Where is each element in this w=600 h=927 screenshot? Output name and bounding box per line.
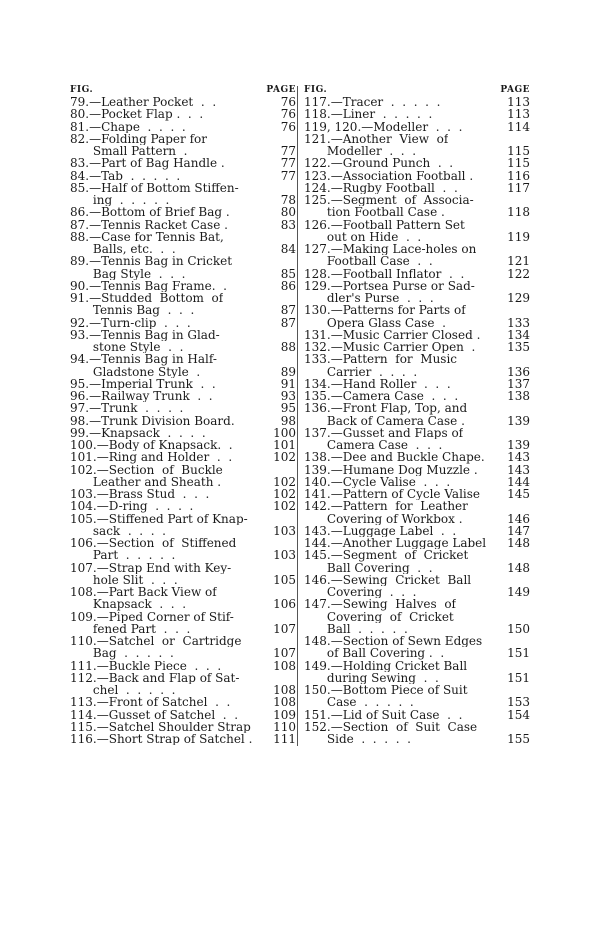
entry-text: 128.—Football Inflator . . xyxy=(304,267,465,280)
index-entry-line xyxy=(304,390,530,402)
page-number: 100 xyxy=(273,425,296,440)
index-entry-line xyxy=(70,145,296,157)
page-number: 113 xyxy=(507,95,530,109)
entry-text: fened Part . . . xyxy=(70,622,191,635)
page-number: 76 xyxy=(280,119,296,134)
entry-text: 134.—Hand Roller . . . xyxy=(304,377,451,390)
page-number: 139 xyxy=(507,438,530,452)
entry-text: 81.—Chape . . . . xyxy=(70,120,186,133)
entry-text: 105.—Stiffened Part of Knap- xyxy=(70,512,248,525)
index-entry-line xyxy=(304,611,530,623)
index-entry-line xyxy=(304,219,530,231)
index-entry-line xyxy=(70,635,296,647)
page-number: 84 xyxy=(280,242,296,256)
entry-text: 80.—Pocket Flap . . . xyxy=(70,108,204,121)
index-entry-line xyxy=(70,268,296,280)
right-entries xyxy=(304,96,530,745)
page-heading: PAGE xyxy=(266,85,296,95)
entry-text: Bag . . . . . xyxy=(70,647,174,660)
index-entry-line xyxy=(304,660,530,672)
page-number: 76 xyxy=(280,107,296,122)
page-number: 76 xyxy=(280,95,296,109)
page-number: 115 xyxy=(507,156,530,171)
index-entry-line xyxy=(304,353,530,365)
index-entry-line xyxy=(70,341,296,353)
index-entry-line xyxy=(304,513,530,525)
entry-text: 142.—Pattern for Leather xyxy=(304,500,468,513)
index-entry-line xyxy=(304,304,530,316)
page-number: 107 xyxy=(273,621,296,636)
index-entry-line xyxy=(304,623,530,635)
entry-text: 151.—Lid of Suit Case . . xyxy=(304,708,463,721)
index-entry-line xyxy=(304,549,530,561)
index-entry-line xyxy=(304,121,530,133)
index-entry-line xyxy=(304,243,530,255)
index-entry-line xyxy=(70,562,296,574)
index-entry-line xyxy=(70,672,296,684)
index-entry-line xyxy=(304,231,530,243)
entry-text: 152.—Section of Suit Case xyxy=(304,720,478,733)
entry-text: out on Hide . . xyxy=(304,230,422,243)
entry-text: 144.—Another Luggage Label xyxy=(304,537,487,550)
page-number: 150 xyxy=(507,621,530,636)
index-entry-line xyxy=(70,611,296,623)
index-entry-line xyxy=(304,145,530,157)
entry-text: Bag Style . . . xyxy=(70,267,186,280)
entry-text: 148.—Section of Sewn Edges xyxy=(304,635,483,648)
entry-text: Balls, etc. . . xyxy=(70,243,176,256)
entry-text: Part . . . . . xyxy=(70,549,176,562)
fig-heading: FIG. xyxy=(70,85,94,95)
fig-heading: FIG. xyxy=(304,85,328,95)
page-number: 86 xyxy=(280,278,296,293)
entry-text: stone Style . . xyxy=(70,341,184,354)
index-entry-line xyxy=(70,304,296,316)
index-entry-line xyxy=(304,108,530,120)
entry-text: 121.—Another View of xyxy=(304,132,449,145)
entry-text: 114.—Gusset of Satchel . . xyxy=(70,708,239,721)
entry-text: 139.—Humane Dog Muzzle . xyxy=(304,463,478,476)
page-number: 113 xyxy=(507,107,530,122)
page-number: 77 xyxy=(280,156,296,171)
index-entry-line xyxy=(304,525,530,537)
entry-text: Knapsack . . . xyxy=(70,598,187,611)
index-entry-line xyxy=(304,439,530,451)
entry-text: 102.—Section of Buckle xyxy=(70,463,223,476)
entry-text: 145.—Segment of Cricket xyxy=(304,549,469,562)
entry-text: Camera Case . . . xyxy=(304,439,443,452)
entry-text: Covering of Workbox . xyxy=(304,512,463,525)
index-entry-line xyxy=(70,451,296,463)
page-number: 118 xyxy=(507,205,530,220)
entry-text: 122.—Ground Punch . . xyxy=(304,157,454,170)
index-entry-line xyxy=(304,415,530,427)
index-entry-line xyxy=(304,696,530,708)
entry-text: 119, 120.—Modeller . . . xyxy=(304,120,463,133)
index-entry-line xyxy=(70,121,296,133)
index-entry-line xyxy=(304,562,530,574)
page-number: 109 xyxy=(273,707,296,722)
page-number: 137 xyxy=(507,376,530,391)
left-entries xyxy=(70,96,296,745)
index-entry-line xyxy=(70,108,296,120)
index-entry-line xyxy=(70,317,296,329)
index-entry-line xyxy=(304,341,530,353)
index-entry-line xyxy=(70,733,296,745)
page-number: 147 xyxy=(507,523,530,538)
index-entry-line xyxy=(304,402,530,414)
entry-text: 127.—Making Lace-holes on xyxy=(304,243,477,256)
index-entry-line xyxy=(304,280,530,292)
index-entry-line xyxy=(70,549,296,561)
entry-text: 89.—Tennis Bag in Cricket xyxy=(70,255,233,268)
page-number: 135 xyxy=(507,340,530,354)
entry-text: 98.—Trunk Division Board. xyxy=(70,414,235,427)
index-entry-line xyxy=(304,182,530,194)
index-entry-line xyxy=(70,439,296,451)
entry-text: 147.—Sewing Halves of xyxy=(304,598,456,611)
entry-text: 99.—Knapsack . . . . xyxy=(70,426,206,439)
page-number: 144 xyxy=(507,474,530,489)
entry-text: ing . . . . . xyxy=(70,194,170,207)
index-entry-line xyxy=(304,488,530,500)
page-number: 146 xyxy=(507,511,530,526)
index-entry-line xyxy=(70,721,296,733)
entry-text: 146.—Sewing Cricket Ball xyxy=(304,573,472,586)
index-entry-line xyxy=(304,586,530,598)
index-entry-line xyxy=(70,415,296,427)
page-number: 111 xyxy=(273,732,296,746)
entry-text: Covering . . . xyxy=(304,586,417,599)
entry-text: 132.—Music Carrier Open . xyxy=(304,341,476,354)
page-number: 88 xyxy=(280,340,296,354)
page-number: 148 xyxy=(507,536,530,550)
index-entry-line xyxy=(304,647,530,659)
entry-text: 84.—Tab . . . . . xyxy=(70,169,181,182)
index-entry-line xyxy=(70,329,296,341)
page-number: 151 xyxy=(507,646,530,661)
entry-text: 90.—Tennis Bag Frame. . xyxy=(70,279,227,292)
entry-text: Opera Glass Case . xyxy=(304,316,446,329)
page-heading: PAGE xyxy=(500,85,530,95)
page-number: 102 xyxy=(273,450,296,465)
page-number: 102 xyxy=(273,487,296,501)
index-entry-line xyxy=(70,243,296,255)
entry-text: Covering of Cricket xyxy=(304,610,454,623)
entry-text: 88.—Case for Tennis Bat, xyxy=(70,230,224,243)
index-entry-line xyxy=(70,194,296,206)
index-entry-line xyxy=(70,574,296,586)
index-entry-line xyxy=(304,451,530,463)
entry-text: 140.—Cycle Valise . . . xyxy=(304,475,451,488)
index-entry-line xyxy=(70,133,296,145)
index-entry-line xyxy=(70,598,296,610)
index-entry-line xyxy=(70,464,296,476)
index-entry-line xyxy=(304,133,530,145)
index-entry-line xyxy=(304,366,530,378)
right-column xyxy=(304,84,530,745)
page-number: 102 xyxy=(273,474,296,489)
index-entry-line xyxy=(70,366,296,378)
page-number: 107 xyxy=(273,646,296,661)
page-number: 103 xyxy=(273,523,296,538)
entry-text: 149.—Holding Cricket Ball xyxy=(304,659,468,672)
entry-text: 135.—Camera Case . . . xyxy=(304,390,459,403)
page-number: 110 xyxy=(273,719,296,734)
page-number: 80 xyxy=(280,205,296,220)
entry-text: 86.—Bottom of Brief Bag . xyxy=(70,206,230,219)
page-number: 106 xyxy=(273,597,296,612)
index-entry-line xyxy=(70,684,296,696)
index-entry-line xyxy=(304,317,530,329)
entry-text: 136.—Front Flap, Top, and xyxy=(304,402,468,415)
entry-text: 137.—Gusset and Flaps of xyxy=(304,426,464,439)
page-number: 119 xyxy=(507,229,530,244)
entry-text: 91.—Studded Bottom of xyxy=(70,292,224,305)
index-entry-line xyxy=(304,206,530,218)
index-entry-line xyxy=(304,268,530,280)
index-entry-line xyxy=(70,500,296,512)
entry-text: 109.—Piped Corner of Stif- xyxy=(70,610,234,623)
entry-text: 111.—Buckle Piece . . . xyxy=(70,659,222,672)
index-entry-line xyxy=(70,280,296,292)
entry-text: Modeller . . . xyxy=(304,145,417,158)
entry-text: 100.—Body of Knapsack. . xyxy=(70,439,233,452)
entry-text: 125.—Segment of Associa- xyxy=(304,194,474,207)
page-number: 102 xyxy=(273,499,296,514)
index-entry-line xyxy=(304,709,530,721)
entry-text: 97.—Trunk . . . . xyxy=(70,402,184,415)
page-number: 105 xyxy=(273,572,296,587)
page-number: 95 xyxy=(280,401,296,416)
index-entry-line xyxy=(70,170,296,182)
index-entry-line xyxy=(304,194,530,206)
entry-text: 87.—Tennis Racket Case . xyxy=(70,218,228,231)
entry-text: 94.—Tennis Bag in Half- xyxy=(70,353,217,366)
index-entry-line xyxy=(304,733,530,745)
index-entry-line xyxy=(304,157,530,169)
entry-text: 95.—Imperial Trunk . . xyxy=(70,377,216,390)
index-entry-line xyxy=(304,684,530,696)
entry-text: 129.—Portsea Purse or Sad- xyxy=(304,279,475,292)
entry-text: 141.—Pattern of Cycle Valise xyxy=(304,488,481,501)
index-entry-line xyxy=(304,598,530,610)
entry-text: Gladstone Style . xyxy=(70,365,201,378)
index-entry-line xyxy=(304,635,530,647)
index-entry-line xyxy=(304,672,530,684)
page-number: 101 xyxy=(273,438,296,452)
entry-text: Tennis Bag . . . xyxy=(70,304,195,317)
entry-text: 123.—Association Football . xyxy=(304,169,474,182)
index-entry-line xyxy=(70,696,296,708)
page-number: 93 xyxy=(280,389,296,403)
page-number: 129 xyxy=(507,291,530,305)
entry-text: Football Case . . xyxy=(304,255,433,268)
entry-text: 124.—Rugby Football . . xyxy=(304,181,458,194)
page-number: 116 xyxy=(507,168,530,183)
entry-text: Side . . . . . xyxy=(304,733,411,746)
index-entry-line xyxy=(70,586,296,598)
index-entry-line xyxy=(304,255,530,267)
entry-text: 126.—Football Pattern Set xyxy=(304,218,465,231)
index-entry-line xyxy=(304,427,530,439)
index-entry-line xyxy=(70,476,296,488)
page-number: 153 xyxy=(507,695,530,710)
entry-text: 138.—Dee and Buckle Chape. xyxy=(304,451,485,464)
index-entry-line xyxy=(70,206,296,218)
entry-text: 150.—Bottom Piece of Suit xyxy=(304,684,468,697)
page-number: 115 xyxy=(507,144,530,158)
entry-text: Leather and Sheath . xyxy=(70,475,222,488)
index-entry-line xyxy=(70,488,296,500)
index-entry-line xyxy=(304,464,530,476)
entry-text: 143.—Luggage Label . . xyxy=(304,524,457,537)
index-entry-line xyxy=(70,513,296,525)
index-entry-line xyxy=(70,402,296,414)
page-number: 151 xyxy=(507,670,530,685)
page-number: 154 xyxy=(507,707,530,722)
page-number: 155 xyxy=(507,732,530,746)
index-entry-line xyxy=(70,390,296,402)
index-entry-line xyxy=(304,378,530,390)
index-entry-line xyxy=(70,647,296,659)
page-number: 78 xyxy=(280,193,296,207)
index-entry-line xyxy=(70,292,296,304)
index-entry-line xyxy=(70,709,296,721)
page-number: 89 xyxy=(280,364,296,379)
column-header xyxy=(304,84,530,96)
page-number: 77 xyxy=(280,144,296,158)
index-entry-line xyxy=(70,525,296,537)
entry-text: 133.—Pattern for Music xyxy=(304,353,458,366)
index-entry-line xyxy=(304,329,530,341)
index-entry-line xyxy=(70,255,296,267)
entry-text: Case . . . . . xyxy=(304,696,414,709)
entry-text: 85.—Half of Bottom Stiffen- xyxy=(70,181,239,194)
index-entry-line xyxy=(304,537,530,549)
page-number: 87 xyxy=(280,303,296,318)
entry-text: 106.—Section of Stiffened xyxy=(70,537,237,550)
entry-text: 101.—Ring and Holder . . xyxy=(70,451,233,464)
entry-text: 103.—Brass Stud . . . xyxy=(70,488,210,501)
page-number: 121 xyxy=(507,254,530,269)
page-number: 85 xyxy=(280,266,296,281)
entry-text: 93.—Tennis Bag in Glad- xyxy=(70,328,220,341)
index-entry-line xyxy=(70,231,296,243)
page-number: 108 xyxy=(273,658,296,673)
page-number: 149 xyxy=(507,585,530,599)
page-number: 114 xyxy=(507,119,530,134)
page-number: 117 xyxy=(507,180,530,195)
index-entry-line xyxy=(304,170,530,182)
entry-text: 117.—Tracer . . . . . xyxy=(304,96,441,109)
page-number: 91 xyxy=(280,376,296,391)
entry-text: 96.—Railway Trunk . . xyxy=(70,390,213,403)
index-entry-line xyxy=(70,427,296,439)
page-number: 148 xyxy=(507,560,530,575)
entry-text: 108.—Part Back View of xyxy=(70,586,217,599)
page-number: 136 xyxy=(507,364,530,379)
page-number: 108 xyxy=(273,695,296,710)
index-entry-line xyxy=(70,660,296,672)
entry-text: sack . . . . xyxy=(70,524,166,537)
index-entry-line xyxy=(70,378,296,390)
entry-text: 83.—Part of Bag Handle . xyxy=(70,157,225,170)
page-number: 134 xyxy=(507,327,530,342)
index-entry-line xyxy=(304,574,530,586)
entry-text: 79.—Leather Pocket . . xyxy=(70,96,217,109)
entry-text: 107.—Strap End with Key- xyxy=(70,561,232,574)
entry-text: 131.—Music Carrier Closed . xyxy=(304,328,481,341)
entry-text: dler's Purse . . . xyxy=(304,292,434,305)
page-number: 138 xyxy=(507,389,530,403)
entry-text: 110.—Satchel or Cartridge xyxy=(70,635,242,648)
index-entry-line xyxy=(304,292,530,304)
entry-text: 82.—Folding Paper for xyxy=(70,132,207,145)
entry-text: Back of Camera Case . xyxy=(304,414,465,427)
page-number: 83 xyxy=(280,217,296,232)
index-entry-line xyxy=(304,500,530,512)
entry-text: Ball Covering . . xyxy=(304,561,433,574)
entry-text: tion Football Case . xyxy=(304,206,445,219)
page-number: 108 xyxy=(273,683,296,697)
index-entry-line xyxy=(70,353,296,365)
page-number: 103 xyxy=(273,548,296,563)
entry-text: 118.—Liner . . . . . xyxy=(304,108,433,121)
column-header xyxy=(70,84,296,96)
entry-text: hole Slit . . . xyxy=(70,573,178,586)
index-entry-line xyxy=(304,721,530,733)
index-entry-line xyxy=(70,157,296,169)
left-column xyxy=(70,84,296,745)
entry-text: 112.—Back and Flap of Sat- xyxy=(70,671,240,684)
index-entry-line xyxy=(304,96,530,108)
entry-text: Small Pattern . xyxy=(70,145,188,158)
index-entry-line xyxy=(70,537,296,549)
entry-text: during Sewing . . xyxy=(304,671,439,684)
entry-text: chel . . . . . xyxy=(70,684,176,697)
index-entry-line xyxy=(70,96,296,108)
index-entry-line xyxy=(70,219,296,231)
page-number: 77 xyxy=(280,168,296,183)
entry-text: of Ball Covering . . xyxy=(304,647,445,660)
index-entry-line xyxy=(70,623,296,635)
entry-text: 92.—Turn-clip . . . xyxy=(70,316,191,329)
page-number: 98 xyxy=(280,413,296,428)
page-number: 122 xyxy=(507,266,530,281)
page-number: 143 xyxy=(507,462,530,477)
entry-text: 104.—D-ring . . . . xyxy=(70,500,194,513)
entry-text: Carrier . . . . xyxy=(304,365,418,378)
page-number: 87 xyxy=(280,315,296,330)
entry-text: 113.—Front of Satchel . . xyxy=(70,696,231,709)
column-divider xyxy=(297,86,298,746)
page-number: 133 xyxy=(507,315,530,330)
page-number: 139 xyxy=(507,413,530,428)
index-entry-line xyxy=(70,182,296,194)
entry-text: Ball . . . . . xyxy=(304,622,408,635)
entry-text: 115.—Satchel Shoulder Strap xyxy=(70,720,251,733)
page-number: 143 xyxy=(507,450,530,465)
entry-text: 130.—Patterns for Parts of xyxy=(304,304,466,317)
entry-text: 116.—Short Strap of Satchel . xyxy=(70,733,253,746)
index-entry-line xyxy=(304,476,530,488)
page-number: 145 xyxy=(507,487,530,501)
